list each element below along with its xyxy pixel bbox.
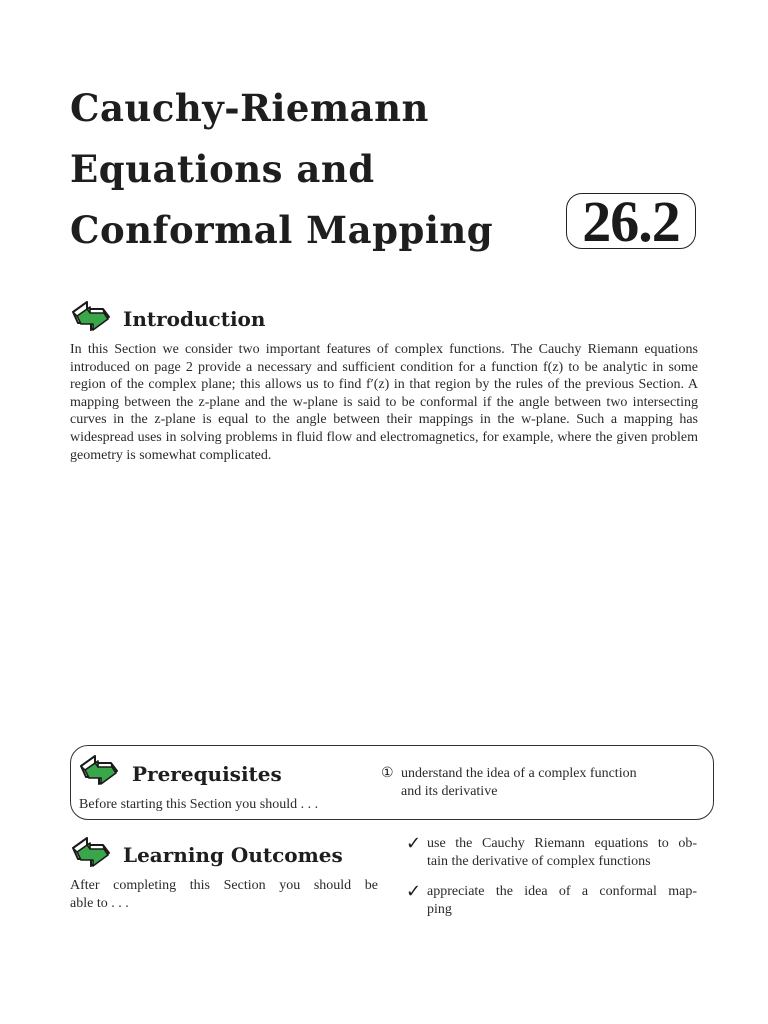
learning-outcomes-heading: Learning Outcomes xyxy=(123,843,343,867)
prerequisite-item-line: understand the idea of a complex function xyxy=(401,766,637,781)
learning-outcome-item-line: tain the derivative of complex functions xyxy=(427,853,651,869)
prerequisites-heading: Prerequisites xyxy=(132,762,282,786)
check-icon: ✓ xyxy=(406,833,422,854)
introduction-paragraph: In this Section we consider two important features of complex functions. The Cauchy Riemann equations introduced on page 2 provide a necessary and sufficient condition for a function f(z) to be analytic in some region of the complex plane; this allows us to find f′(z) in that region by the rules of the previous Section. A mapping between the z-plane and the w-plane is said to be conformal if the angle between two intersecting curves in the z-plane is equal to the angle between their mappings in the w-plane. Such a mapping has widespread uses in solving problems in fluid flow and electromagnetics, for example, where the given problem geometry is somewhat complicated. xyxy=(70,342,698,463)
learning-outcomes-lead xyxy=(70,877,378,912)
learning-outcome-item-line: appreciate the idea of a conformal map- xyxy=(427,884,697,899)
learning-outcomes-lead-line: After completing this Section you should be xyxy=(70,878,378,893)
title-line-3: Conformal Mapping xyxy=(70,208,494,252)
section-number-badge: 26.2 xyxy=(566,193,696,249)
learning-outcomes-lead-line: able to . . . xyxy=(70,895,129,911)
green-arrow-icon xyxy=(70,298,112,338)
introduction-heading: Introduction xyxy=(123,307,266,331)
prerequisite-bullet: ① xyxy=(381,766,394,781)
learning-outcome-item xyxy=(427,883,697,918)
title-line-2: Equations and xyxy=(70,147,375,191)
green-arrow-icon xyxy=(70,834,112,874)
prerequisite-item-line: and its derivative xyxy=(401,783,498,799)
title-line-1: Cauchy-Riemann xyxy=(70,86,429,130)
green-arrow-icon xyxy=(78,752,120,792)
check-icon: ✓ xyxy=(406,881,422,902)
prerequisite-item xyxy=(401,765,637,800)
page-title xyxy=(70,78,493,261)
learning-outcome-item xyxy=(427,835,697,870)
prerequisites-lead: Before starting this Section you should . . . xyxy=(79,797,319,812)
learning-outcome-item-line: ping xyxy=(427,901,452,917)
learning-outcome-item-line: use the Cauchy Riemann equations to ob- xyxy=(427,836,697,851)
